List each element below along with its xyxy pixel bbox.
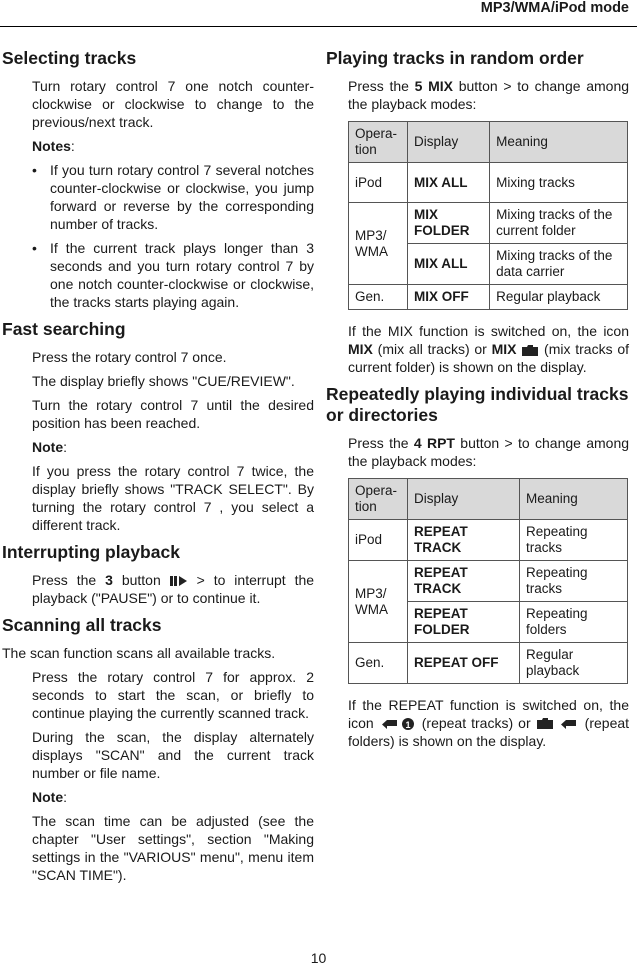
note-label: Note: <box>32 439 68 455</box>
note-bullet: • If the current track plays longer than 3 seconds and you turn rotary control 7 by one notch counter-clockwise or clockwise, the tracks starts playing again. <box>32 240 314 310</box>
repeat-text: Press the 4 RPT button > to change among the playback modes: <box>348 435 630 469</box>
scanning-note: The scan time can be adjusted (see the chapter "User settings", section "Making settings in the "VARIOUS" menu", menu item "SCAN TIME"). <box>32 813 314 883</box>
right-column <box>326 40 629 756</box>
fast-searching-note: If you press the rotary control 7 twice, the display briefly shows "TRACK SELECT". By turning the rotary control 7 , you select a different track. <box>32 463 314 533</box>
fast-searching-info: The display briefly shows "CUE/REVIEW". <box>32 373 295 389</box>
table-cell: MP3/ WMA <box>349 203 408 285</box>
table-cell: REPEAT TRACK <box>408 561 520 602</box>
table-cell: REPEAT OFF <box>408 643 520 684</box>
svg-text:1: 1 <box>405 720 411 731</box>
repeat-icon-text: If the REPEAT function is switched on, the icon 1 (repeat tracks) or (repeat folders) is shown on the display. <box>348 697 630 749</box>
page-header <box>0 0 637 26</box>
table-header: Opera-tion <box>349 122 408 163</box>
scanning-info: During the scan, the display alternately displays "SCAN" and the current track number or file name. <box>32 729 314 781</box>
scanning-heading: Scanning all tracks <box>2 615 162 635</box>
repeat-one-icon <box>379 717 417 731</box>
table-cell: Repeating tracks <box>519 520 627 561</box>
fast-searching-step: Press the rotary control 7 once. <box>32 349 227 365</box>
table-header: Meaning <box>490 122 628 163</box>
table-cell: REPEAT TRACK <box>408 520 520 561</box>
table-cell: MIX ALL <box>408 163 490 203</box>
table-header: Opera-tion <box>349 479 408 520</box>
selecting-tracks-heading: Selecting tracks <box>2 48 137 68</box>
table-cell: Mixing tracks of the data carrier <box>490 244 628 285</box>
note-bullet: • If you turn rotary control 7 several notches counter-clockwise or clockwise, you jump forward or reverse by the corresponding number of tracks. <box>32 162 314 232</box>
table-header: Display <box>408 122 490 163</box>
table-cell: MIX OFF <box>408 285 490 310</box>
mix-modes-table <box>348 121 628 310</box>
random-order-heading: Playing tracks in random order <box>326 48 584 68</box>
table-cell: MIX FOLDER <box>408 203 490 244</box>
note-label: Note: <box>32 789 68 805</box>
scanning-step: Press the rotary control 7 for approx. 2 seconds to start the scan, or briefly to continue playing the currently scanned track. <box>32 669 314 721</box>
play-pause-icon <box>170 575 188 587</box>
table-cell: Mixing tracks <box>490 163 628 203</box>
repeat-heading: Repeatedly playing individual tracks or directories <box>326 384 629 425</box>
notes-label: Notes: <box>32 138 75 154</box>
table-cell: Repeating tracks <box>519 561 627 602</box>
table-cell: Regular playback <box>519 643 627 684</box>
page-number: 10 <box>310 950 327 966</box>
selecting-tracks-text: Turn rotary control 7 one notch counter-clockwise or clockwise to change to the previous/next track. <box>32 78 314 130</box>
table-cell: Repeating folders <box>519 602 627 643</box>
interrupting-playback-heading: Interrupting playback <box>2 542 180 562</box>
table-cell: Gen. <box>349 285 408 310</box>
folder-icon <box>521 344 539 357</box>
left-column <box>2 40 314 890</box>
repeat-modes-table <box>348 478 628 684</box>
repeat-folder-icon <box>536 717 580 731</box>
table-cell: Gen. <box>349 643 408 684</box>
interrupting-playback-text: Press the 3 button > to interrupt the playback ("PAUSE") or to continue it. <box>32 572 315 606</box>
header-title: MP3/WMA/iPod mode <box>480 0 629 16</box>
table-cell: MP3/ WMA <box>349 561 408 643</box>
table-cell: Mixing tracks of the current folder <box>490 203 628 244</box>
table-cell: iPod <box>349 520 408 561</box>
header-rule <box>0 26 637 27</box>
mix-icon-text: If the MIX function is switched on, the icon MIX (mix all tracks) or MIX (mix tracks of current folder) is shown on the display. <box>348 323 630 375</box>
table-cell: Regular playback <box>490 285 628 310</box>
table-cell: REPEAT FOLDER <box>408 602 520 643</box>
scanning-intro: The scan function scans all available tracks. <box>2 645 276 661</box>
table-cell: MIX ALL <box>408 244 490 285</box>
fast-searching-step: Turn the rotary control 7 until the desired position has been reached. <box>32 397 314 431</box>
table-cell: iPod <box>349 163 408 203</box>
table-header: Meaning <box>519 479 627 520</box>
fast-searching-heading: Fast searching <box>2 319 126 339</box>
table-header: Display <box>408 479 520 520</box>
random-order-text: Press the 5 MIX button > to change among the playback modes: <box>348 78 630 112</box>
